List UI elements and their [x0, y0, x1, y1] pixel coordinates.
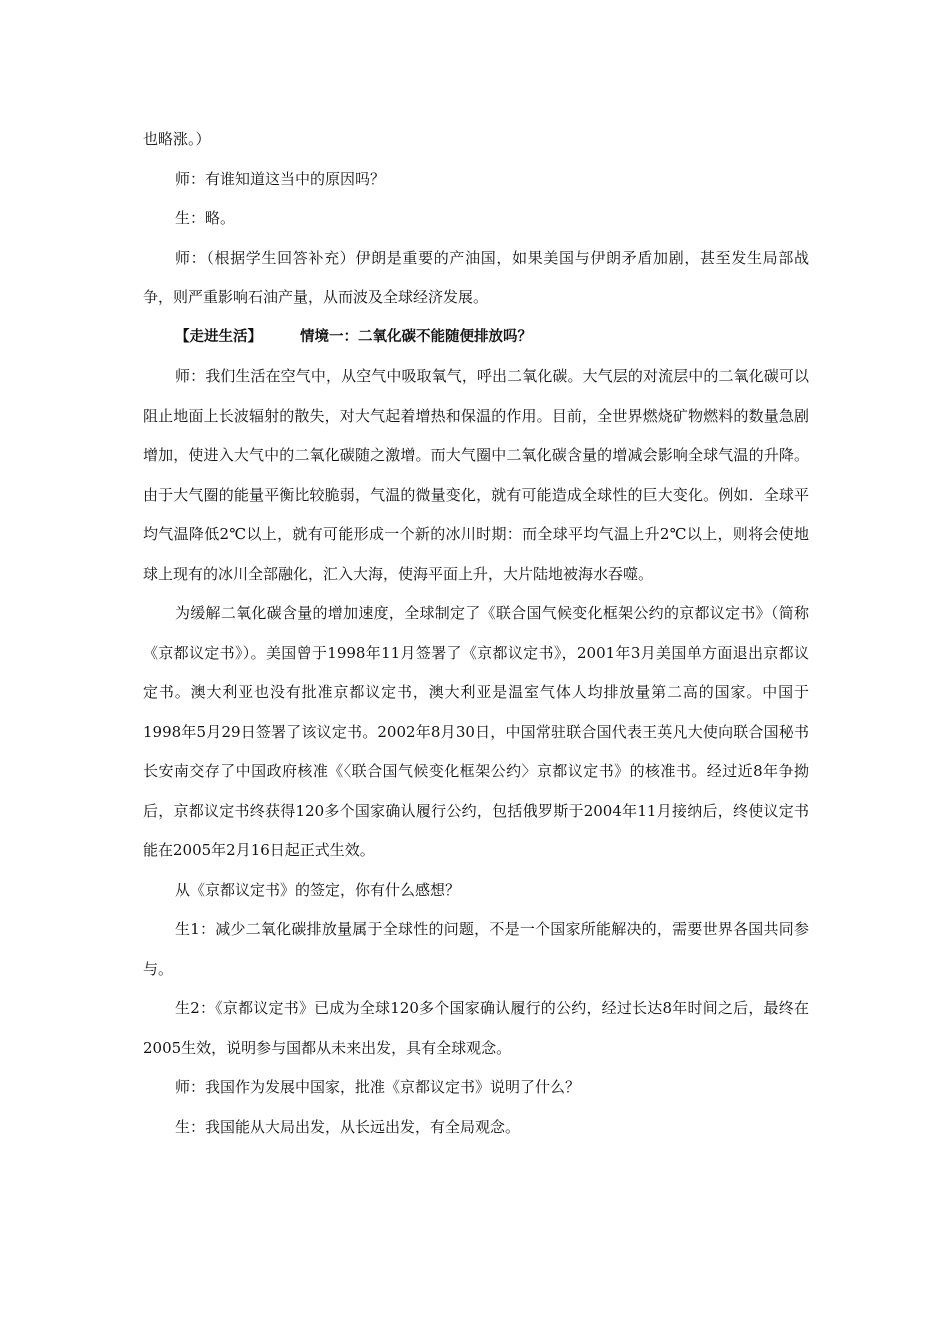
paragraph-continuation: 也略涨。） [143, 130, 211, 148]
student-2-answer: 生2：《京都议定书》已成为全球120多个国家确认履行的公约，经过长达8年时间之后，最终在2005生效，说明参与国都从未来出发，具有全球观念。 [143, 999, 809, 1057]
document-body [143, 120, 809, 1147]
teacher-followup-question: 师：我国作为发展中国家，批准《京都议定书》说明了什么？ [175, 1078, 581, 1096]
section-tag: 【走进生活】 [175, 328, 262, 345]
student-final-answer: 生：我国能从大局出发，从长远出发，有全局观念。 [175, 1117, 521, 1136]
reflection-question: 从《京都议定书》的签定，你有什么感想？ [175, 880, 461, 899]
student-1-answer: 生1：减少二氧化碳排放量属于全球性的问题，不是一个国家所能解决的，需要世界各国共同参与。 [143, 920, 809, 978]
teacher-co2-explanation: 师：我们生活在空气中，从空气中吸取氧气，呼出二氧化碳。大气层的对流层中的二氧化碳可以阻止地面上长波辐射的散失，对大气起着增热和保温的作用。目前，全世界燃烧矿物燃料的数量急剧增加，使进入大气中的二氧化碳随之激增。而大气圈中二氧化碳含量的增减会影响全球气温的升降。由于大气圈的能量平衡比较脆弱，气温的微量变化，就有可能造成全球性的巨大变化。例如．全球平均气温降低2℃以上，就有可能形成一个新的冰川时期：而全球平均气温上升2℃以上，则将会使地球上现有的冰川全部融化，汇入大海，使海平面上升，大片陆地被海水吞噬。 [143, 367, 809, 583]
teacher-question: 师：有谁知道这当中的原因吗？ [175, 169, 386, 188]
kyoto-protocol-paragraph: 为缓解二氧化碳含量的增加速度，全球制定了《联合国气候变化框架公约的京都议定书》（简称《京都议定书》）。美国曾于1998年11月签署了《京都议定书》，2001年3月美国单方面退出京都议定书。澳大利亚也没有批准京都议定书，澳大利亚是温室气体人均排放量第二高的国家。中国于1998年5月29日签署了该议定书。2002年8月30日，中国常驻联合国代表王英凡大使向联合国秘书长安南交存了中国政府核准《〈联合国气候变化框架公约〉京都议定书》的核准书。经过近8年争拗后，京都议定书终获得120多个国家确认履行公约，包括俄罗斯于2004年11月接纳后，终使议定书能在2005年2月16日起正式生效。 [143, 604, 809, 859]
student-answer: 生：略。 [175, 209, 236, 227]
section-heading [143, 318, 809, 358]
section-title: 情境一：二氧化碳不能随便排放吗？ [300, 328, 532, 345]
teacher-explanation: 师：（根据学生回答补充）伊朗是重要的产油国，如果美国与伊朗矛盾加剧，甚至发生局部战争，则严重影响石油产量，从而波及全球经济发展。 [143, 248, 809, 306]
